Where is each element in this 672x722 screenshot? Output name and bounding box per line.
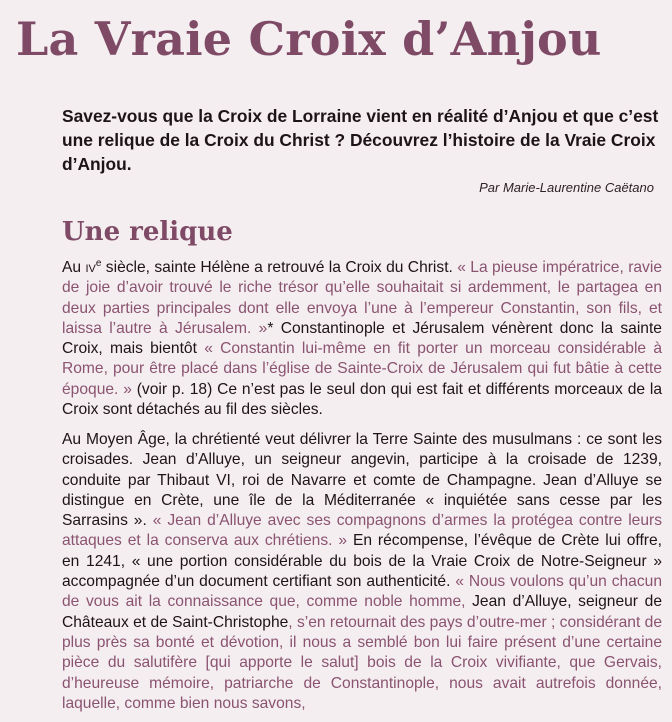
p1-text-1: Au — [62, 259, 86, 276]
p1-quote-1: « La pieuse impératrice, ravie de joie d’avoir trouvé le riche trésor qu’elle souhaitait si ardemment, le partagea en deux parties principales dont elle envoya l’une à l’empereur Constantin, son fils, et laissa l’autre à Jérusalem. » — [62, 259, 662, 337]
p2-quote-2: « Nous voulons qu’un chacun de vous ait la connaissance que, comme noble homme, — [62, 573, 662, 611]
p1-text-4: (voir p. 18) Ce n’est pas le seul don qui est fait et différents morceaux de la Croix sont détachés au fil des siècles. — [62, 380, 663, 419]
p2-text-1: Au Moyen Âge, la chrétienté veut délivrer la Terre Sainte des musulmans : ce sont les croisades. Jean d’Alluye, un seigneur angevin, participe à la croisade de 1239, conduite par Thibaut VI, roi de Navarre et comte de Champagne. Jean d’Alluye se distingue en Crète, une île de la Méditerranée « inquiétée sans cesse par les Sarrasins ». — [62, 431, 662, 530]
section-title: Une relique — [62, 217, 233, 247]
author-byline: Par Marie-Laurentine Caëtano — [479, 180, 654, 195]
p1-quote-2: « Constantin lui-même en fit porter un morceau considérable à Rome, pour être placé dans l’église de Sainte-Croix de Jérusalem qui fut bâtie à cette époque. » — [62, 340, 662, 398]
p1-text-2: siècle, sainte Hélène a retrouvé la Croix du Christ. — [101, 259, 458, 276]
p1-text-3: * Constantinople et Jérusalem vénèrent donc la sainte Croix, mais bientôt — [62, 319, 662, 358]
body-paragraph-2 — [62, 430, 662, 714]
intro-paragraph: Savez-vous que la Croix de Lorraine vient en réalité d’Anjou et que c’est une relique de la Croix du Christ ? Découvrez l’histoire de la Vraie Croix d’Anjou. — [62, 106, 659, 174]
century-superscript: e — [95, 257, 102, 269]
century-numeral: iv — [85, 259, 96, 276]
page-title: La Vraie Croix d’Anjou — [16, 12, 602, 66]
p2-quote-3: , s’en retournait des pays d’outre-mer ; considérant de plus près sa bonté et dévotion, il nous a semblé bon lui faire présent d’une certaine pièce du salutifère [qui apporte le salut] bois de la Croix vivifiante, que Gervais, d’heureuse mémoire, patriarche de Constantinople, nous avait autrefois donnée, laquelle, comme bien nous savons, — [62, 613, 662, 712]
p2-text-2: En récompense, l’évêque de Crète lui offre, en 1241, « une portion considérable du bois de la Vraie Croix de Notre-Seigneur » accompagnée d’un document certifiant son authenticité. — [62, 532, 662, 591]
body-paragraph-1 — [62, 258, 662, 420]
p2-name: Jean d’Alluye, seigneur de Châteaux et de Saint-Christophe — [62, 593, 662, 631]
p2-quote-1: « Jean d’Alluye avec ses compagnons d’armes la protégea contre leurs attaques et la conserva aux chrétiens. » — [62, 512, 662, 550]
